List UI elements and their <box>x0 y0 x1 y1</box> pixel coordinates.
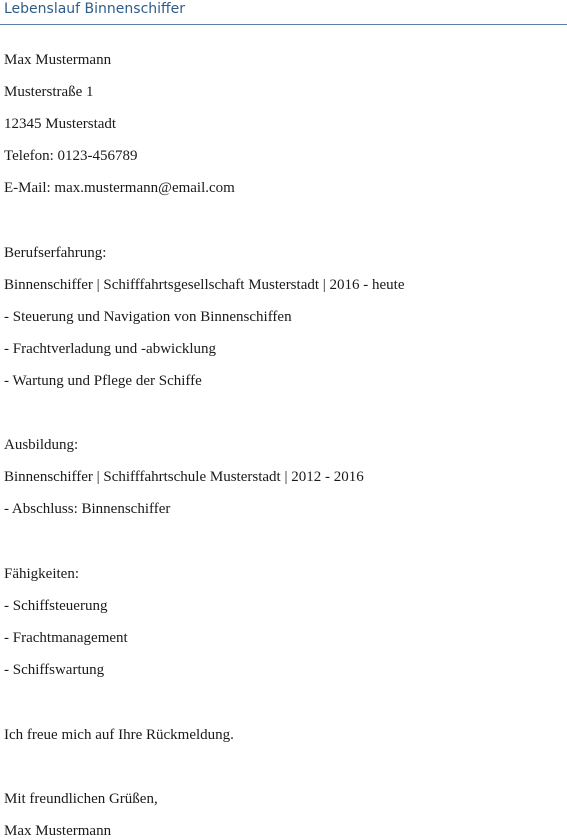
experience-item: - Wartung und Pflege der Schiffe <box>4 373 202 389</box>
experience-item: - Frachtverladung und -abwicklung <box>4 341 217 357</box>
skills-heading: Fähigkeiten: <box>4 566 79 582</box>
experience-heading: Berufserfahrung: <box>4 245 107 261</box>
closing-greeting: Mit freundlichen Grüßen, <box>4 791 158 807</box>
education-heading: Ausbildung: <box>4 437 79 453</box>
education-entry: Binnenschiffer | Schifffahrtschule Musterstadt | 2012 - 2016 <box>4 469 364 485</box>
skills-item: - Schiffsteuerung <box>4 598 108 614</box>
closing-signature: Max Mustermann <box>4 823 112 839</box>
contact-phone: Telefon: 0123-456789 <box>4 148 138 164</box>
contact-street: Musterstraße 1 <box>4 84 94 100</box>
experience-position: Binnenschiffer | Schifffahrtsgesellschaft Musterstadt | 2016 - heute <box>4 277 405 293</box>
education-item: - Abschluss: Binnenschiffer <box>4 501 171 517</box>
skills-item: - Schiffswartung <box>4 662 105 678</box>
skills-item: - Frachtmanagement <box>4 630 128 646</box>
contact-city: 12345 Musterstadt <box>4 116 117 132</box>
page-title: Lebenslauf Binnenschiffer <box>4 1 186 17</box>
contact-name: Max Mustermann <box>4 52 112 68</box>
closing-message: Ich freue mich auf Ihre Rückmeldung. <box>4 727 234 743</box>
contact-email: E-Mail: max.mustermann@email.com <box>4 180 235 196</box>
page-header <box>0 0 567 25</box>
experience-item: - Steuerung und Navigation von Binnenschiffen <box>4 309 292 325</box>
